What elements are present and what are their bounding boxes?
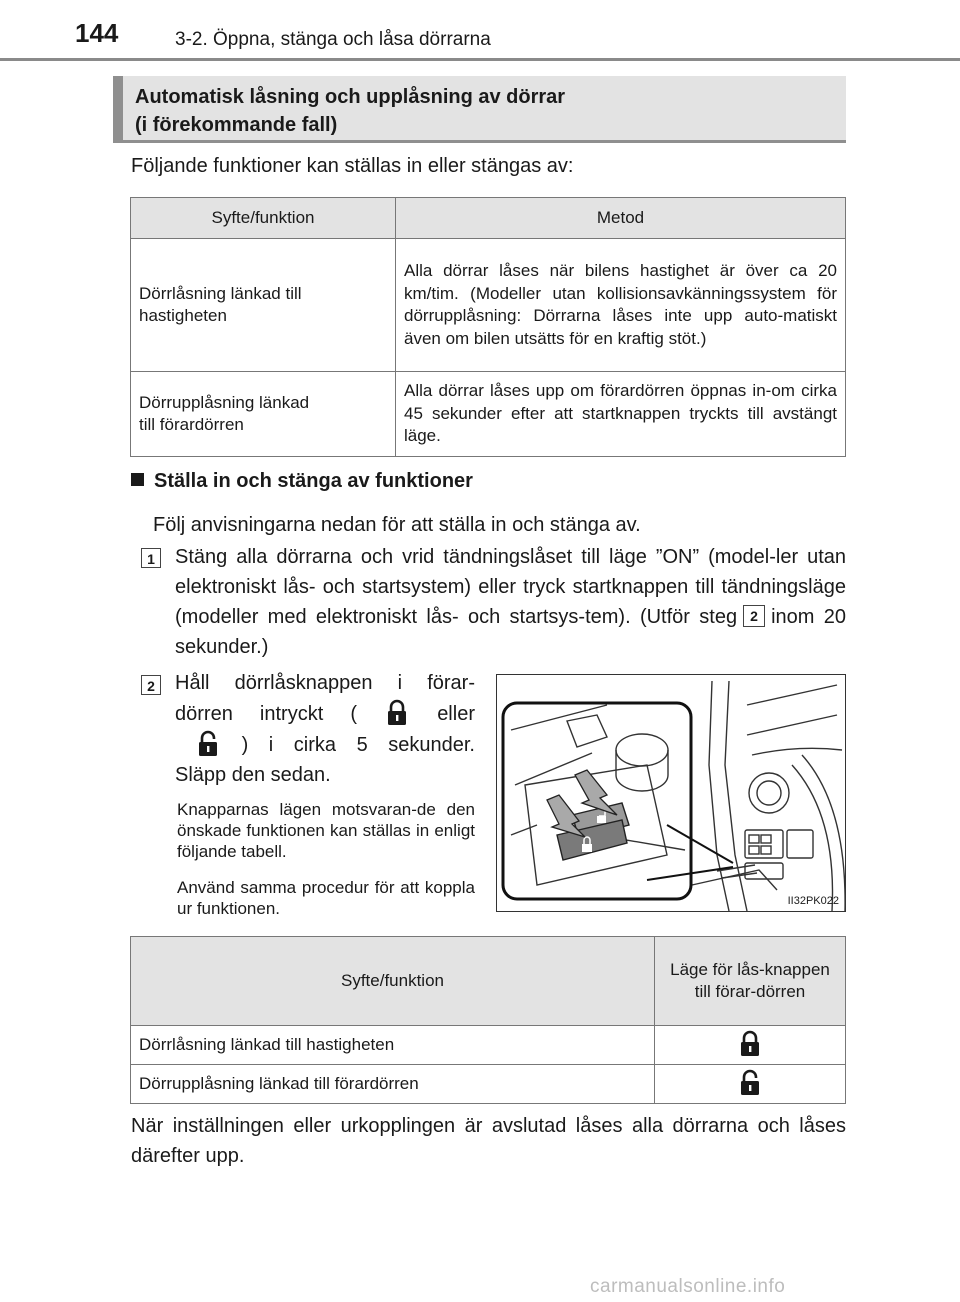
unlock-icon <box>195 729 221 757</box>
figure-code: II32PK022 <box>787 895 839 907</box>
section-title-line2: (i förekommande fall) <box>135 114 338 136</box>
function-cell: Dörrlåsning länkad till hastigheten <box>131 239 396 372</box>
page-number: 144 <box>75 18 119 48</box>
method-cell: Alla dörrar låses upp om förardörren öppnas in-om cirka 45 sekunder efter att startknappen tryckts till avstängt läge. <box>396 372 846 457</box>
intro-text: Följande funktioner kan ställas in eller stängas av: <box>131 155 574 177</box>
square-bullet-icon <box>131 473 144 486</box>
position-cell <box>655 1065 846 1104</box>
table-row <box>131 1065 846 1104</box>
lock-icon <box>737 1028 763 1058</box>
lock-icon <box>384 698 410 726</box>
table-row <box>131 372 846 457</box>
chapter-title: 3-2. Öppna, stänga och låsa dörrarna <box>175 29 491 50</box>
step-2-note: Knapparnas lägen motsvaran-de den önskade funktionen kan ställas in enligt följande tabell. <box>177 800 475 861</box>
door-lock-switch-illustration <box>496 674 846 912</box>
step-number-badge: 1 <box>141 548 161 568</box>
table-header-function: Syfte/funktion <box>131 198 396 239</box>
function-cell: Dörrupplåsning länkad till förardörren <box>131 372 396 457</box>
table-header-position: Läge för lås-knappen till förar-dörren <box>655 937 846 1026</box>
method-cell: Alla dörrar låses när bilens hastighet är över ca 20 km/tim. (Modeller utan kollisionsavkänningssystem för dörrupplåsning: Dörrarna låses inte upp auto-matiskt även om bilen utsätts för en kraftig stöt.) <box>396 239 846 372</box>
position-cell <box>655 1026 846 1065</box>
step-reference-badge: 2 <box>743 605 765 627</box>
step-number-badge: 2 <box>141 675 161 695</box>
subsection-heading: Ställa in och stänga av funktioner <box>131 470 473 493</box>
step-2-text: Håll dörrlåsknappen i förar- dörren intryckt ( eller ) i cirka 5 sekunder. Släpp den sedan. <box>175 672 475 786</box>
closing-text: När inställningen eller urkopplingen är avslutad låses alla dörrarna och låses därefter upp. <box>131 1115 846 1167</box>
table-row <box>131 239 846 372</box>
step-1-text: Stäng alla dörrarna och vrid tändningslåset till läge ”ON” (model-ler utan elektroniskt lås- och startsystem) eller tryck startknappen till tändningsläge (modeller med elektroniskt lås- och startsys-tem). (Utför steg 2 inom 20 sekunder.) <box>175 546 846 658</box>
header-divider <box>0 58 960 61</box>
watermark: carmanualsonline.info <box>590 1276 786 1297</box>
unlock-icon <box>737 1067 763 1097</box>
functions-table <box>130 197 846 457</box>
function-cell: Dörrupplåsning länkad till förardörren <box>131 1065 655 1104</box>
section-heading <box>113 76 846 143</box>
table-header-function: Syfte/funktion <box>131 937 655 1026</box>
subsection-lead: Följ anvisningarna nedan för att ställa in och stänga av. <box>153 514 641 536</box>
table-row <box>131 1026 846 1065</box>
table-header-method: Metod <box>396 198 846 239</box>
car-door-illustration <box>497 675 846 912</box>
section-title-line1: Automatisk låsning och upplåsning av dörrar <box>135 86 566 108</box>
step-2-note: Använd samma procedur för att koppla ur funktionen. <box>177 878 475 918</box>
switch-position-table <box>130 936 846 1104</box>
function-cell: Dörrlåsning länkad till hastigheten <box>131 1026 655 1065</box>
